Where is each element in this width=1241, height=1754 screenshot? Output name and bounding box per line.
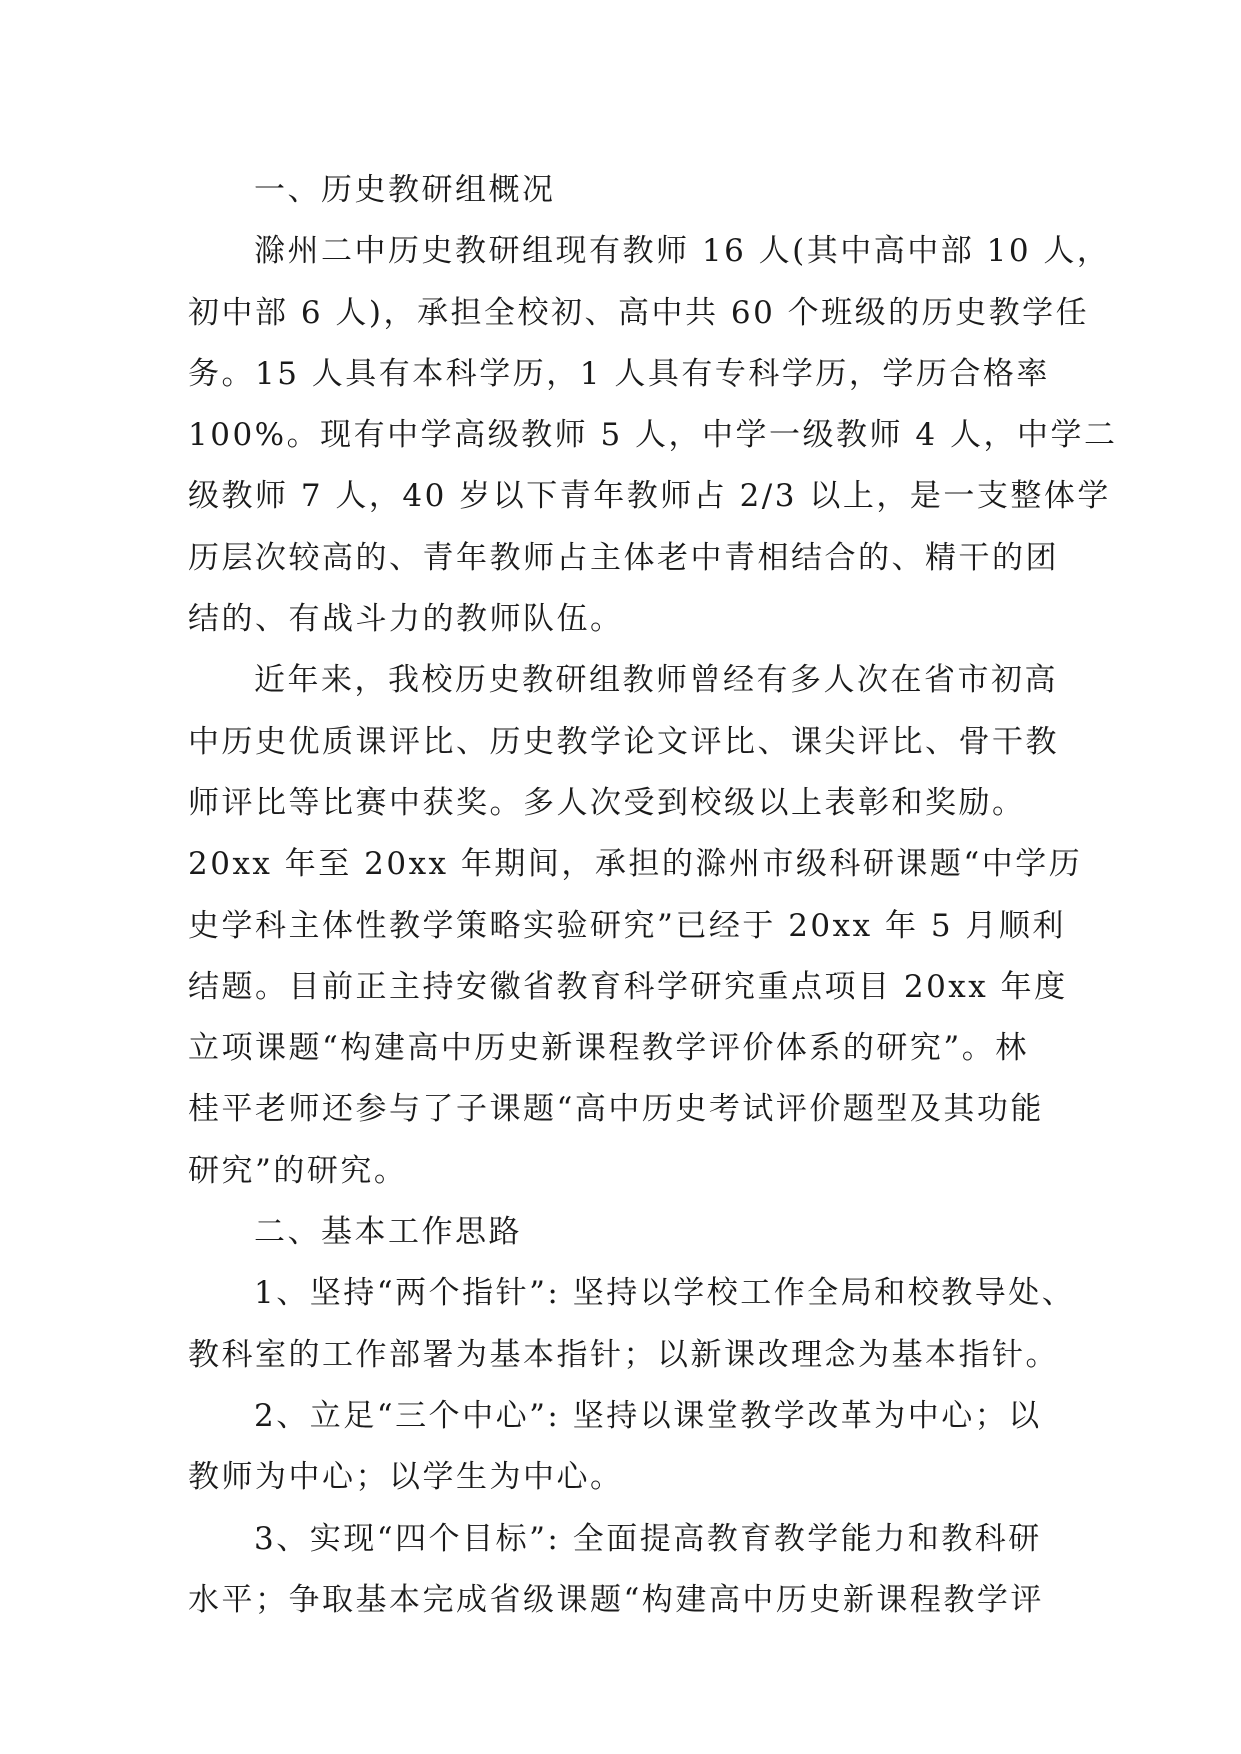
list-item-line: 2、立足“三个中心”: 坚持以课堂教学改革为中心；以	[254, 1397, 1042, 1434]
paragraph-line: 100%。现有中学高级教师 5 人，中学一级教师 4 人，中学二	[188, 417, 1118, 454]
paragraph-line: 师评比等比赛中获奖。多人次受到校级以上表彰和奖励。	[188, 784, 1026, 821]
paragraph-line: 20xx 年至 20xx 年期间，承担的滁州市级科研课题“中学历	[188, 846, 1083, 883]
list-item-line: 1、坚持“两个指针”: 坚持以学校工作全局和校教导处、	[254, 1275, 1076, 1312]
paragraph-line: 立项课题“构建高中历史新课程教学评价体系的研究”。林	[188, 1030, 1029, 1067]
section-heading-overview: 一、历史教研组概况	[254, 172, 556, 208]
list-item-line: 教科室的工作部署为基本指针；以新课改理念为基本指针。	[188, 1336, 1059, 1373]
paragraph-line: 结题。目前正主持安徽省教育科学研究重点项目 20xx 年度	[188, 968, 1068, 1005]
section-heading-work-ideas: 二、基本工作思路	[254, 1214, 522, 1251]
list-item-line: 教师为中心；以学生为中心。	[188, 1459, 624, 1496]
paragraph-line: 近年来，我校历史教研组教师曾经有多人次在省市初高	[254, 662, 1058, 699]
paragraph-line: 中历史优质课评比、历史教学论文评比、课尖评比、骨干教	[188, 723, 1059, 760]
document-body	[188, 160, 1118, 1631]
paragraph-line: 结的、有战斗力的教师队伍。	[188, 601, 624, 638]
paragraph-line: 初中部 6 人)，承担全校初、高中共 60 个班级的历史教学任	[188, 294, 1090, 331]
paragraph-line: 滁州二中历史教研组现有教师 16 人(其中高中部 10 人，	[254, 233, 1111, 270]
paragraph-line: 历层次较高的、青年教师占主体老中青相结合的、精干的团	[188, 539, 1059, 576]
list-item-line: 3、实现“四个目标”: 全面提高教育教学能力和教科研	[254, 1520, 1042, 1557]
paragraph-line: 级教师 7 人，40 岁以下青年教师占 2/3 以上，是一支整体学	[188, 478, 1111, 515]
paragraph-line: 桂平老师还参与了子课题“高中历史考试评价题型及其功能	[188, 1091, 1044, 1128]
paragraph-line: 研究”的研究。	[188, 1152, 408, 1189]
paragraph-line: 史学科主体性教学策略实验研究”已经于 20xx 年 5 月顺利	[188, 907, 1066, 944]
paragraph-line: 务。15 人具有本科学历，1 人具有专科学历，学历合格率	[188, 355, 1050, 392]
list-item-line: 水平；争取基本完成省级课题“构建高中历史新课程教学评	[188, 1581, 1044, 1618]
